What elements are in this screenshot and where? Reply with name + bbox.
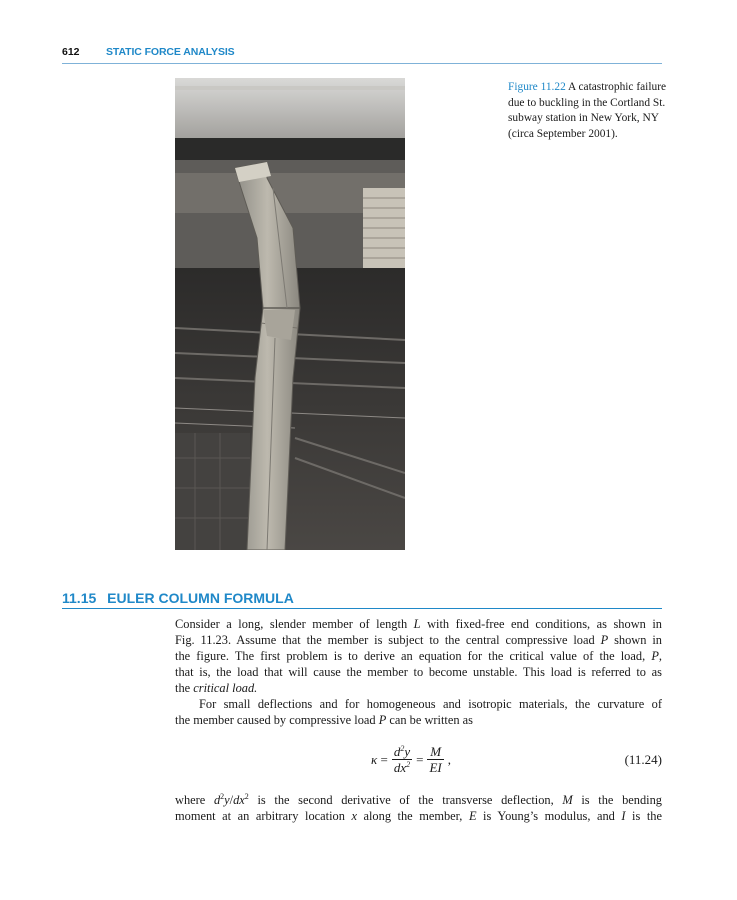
figure-caption-text: A catastrophic failure due to buckling in the Cortland St. subway station in New York, NY (circa September 2001). bbox=[508, 81, 667, 140]
section-heading bbox=[62, 590, 662, 609]
body-paragraph-1: Consider a long, slender member of length L with fixed-free end conditions, as shown in Fig. 11.23. Assume that the member is subject to the central compressive load P shown in the figure. The first problem is to derive an equation for the critical value of the load, P, that is, the load that will cause the member to become unstable. This load is referred to as the critical load. bbox=[175, 617, 663, 695]
buckled-column-photo bbox=[175, 78, 405, 550]
figure-caption bbox=[508, 80, 668, 142]
equation-11-24 bbox=[175, 742, 662, 782]
section-title: EULER COLUMN FORMULA bbox=[107, 590, 294, 606]
buckled-column-illustration bbox=[175, 78, 405, 550]
body-paragraph-2: For small deflections and for homogeneous and isotropic materials, the curvature of the member caused by compressive load P can be written as bbox=[175, 697, 662, 727]
figure-label: Figure 11.22 bbox=[508, 81, 566, 93]
body-paragraph-3: where $d^2y/dx^2$ is the second derivative of the transverse deflection, M is the bending moment at an arbitrary location x along the member, E is Young’s modulus, and I is the bbox=[175, 792, 662, 823]
equation-expression: κ = $\frac{d^2y}{dx^2}$ = $\frac{M}{EI}$ , bbox=[371, 744, 451, 775]
chapter-title: STATIC FORCE ANALYSIS bbox=[106, 46, 235, 58]
page-number: 612 bbox=[62, 46, 80, 58]
section-number: 11.15 bbox=[62, 590, 97, 606]
equation-number: (11.24) bbox=[624, 752, 662, 767]
running-header bbox=[62, 45, 662, 64]
